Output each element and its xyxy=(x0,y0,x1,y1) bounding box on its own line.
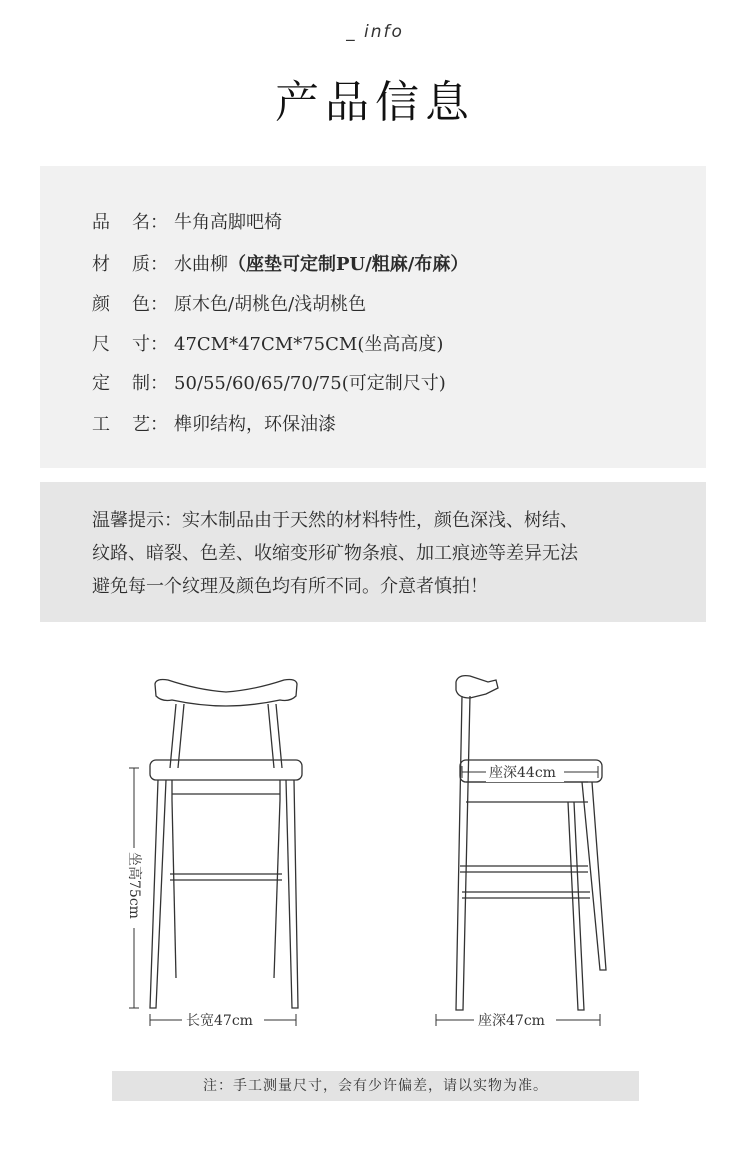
footer-note: 注：手工测量尺寸，会有少许偏差，请以实物为准。 xyxy=(112,1071,639,1101)
spec-row-custom xyxy=(92,369,446,399)
spec-value: 牛角高脚吧椅 xyxy=(174,212,282,233)
notice-line: 纹路、暗裂、色差、收缩变形矿物条痕、加工痕迹等差异无法 xyxy=(92,543,578,564)
spec-value: 水曲柳（座垫可定制PU/粗麻/布麻） xyxy=(174,254,469,275)
spec-value-bold: （座垫可定制PU/粗麻/布麻） xyxy=(228,254,469,275)
spec-label: 材 质： xyxy=(92,254,168,275)
chair-drawing xyxy=(0,640,750,1060)
spec-row-craft xyxy=(92,410,336,440)
spec-row-size xyxy=(92,330,443,360)
spec-label: 工 艺： xyxy=(92,414,168,435)
chair-diagrams xyxy=(0,640,750,1060)
spec-row-name xyxy=(92,208,282,238)
spec-label: 颜 色： xyxy=(92,294,168,315)
spec-value: 50/55/60/65/70/75(可定制尺寸) xyxy=(174,373,446,394)
info-tag: _ info xyxy=(346,22,404,42)
notice-line: 温馨提示：实木制品由于天然的材料特性，颜色深浅、树结、 xyxy=(92,510,578,531)
spec-value: 榫卯结构，环保油漆 xyxy=(174,414,336,435)
spec-row-material xyxy=(92,250,468,280)
spec-value: 47CM*47CM*75CM(坐高高度) xyxy=(174,334,444,355)
notice-line: 避免每一个纹理及颜色均有所不同。介意者慎拍！ xyxy=(92,576,488,597)
spec-row-color xyxy=(92,290,366,320)
spec-label: 定 制： xyxy=(92,373,168,394)
spec-panel xyxy=(40,166,706,468)
side-view-chair xyxy=(456,676,606,1010)
spec-label: 尺 寸： xyxy=(92,334,168,355)
front-view-chair xyxy=(150,680,302,1009)
side-depth-label: 座深47cm xyxy=(478,1013,545,1029)
side-dimensions xyxy=(436,766,600,1026)
front-width-label: 长宽47cm xyxy=(186,1013,253,1029)
front-height-label: 坐高75cm xyxy=(126,852,142,919)
spec-label: 品 名： xyxy=(92,212,168,233)
side-seat-label: 座深44cm xyxy=(489,765,556,781)
notice-panel xyxy=(40,482,706,622)
spec-value: 原木色/胡桃色/浅胡桃色 xyxy=(174,294,367,315)
page-title: 产品信息 xyxy=(275,77,475,128)
notice-text xyxy=(92,504,672,603)
